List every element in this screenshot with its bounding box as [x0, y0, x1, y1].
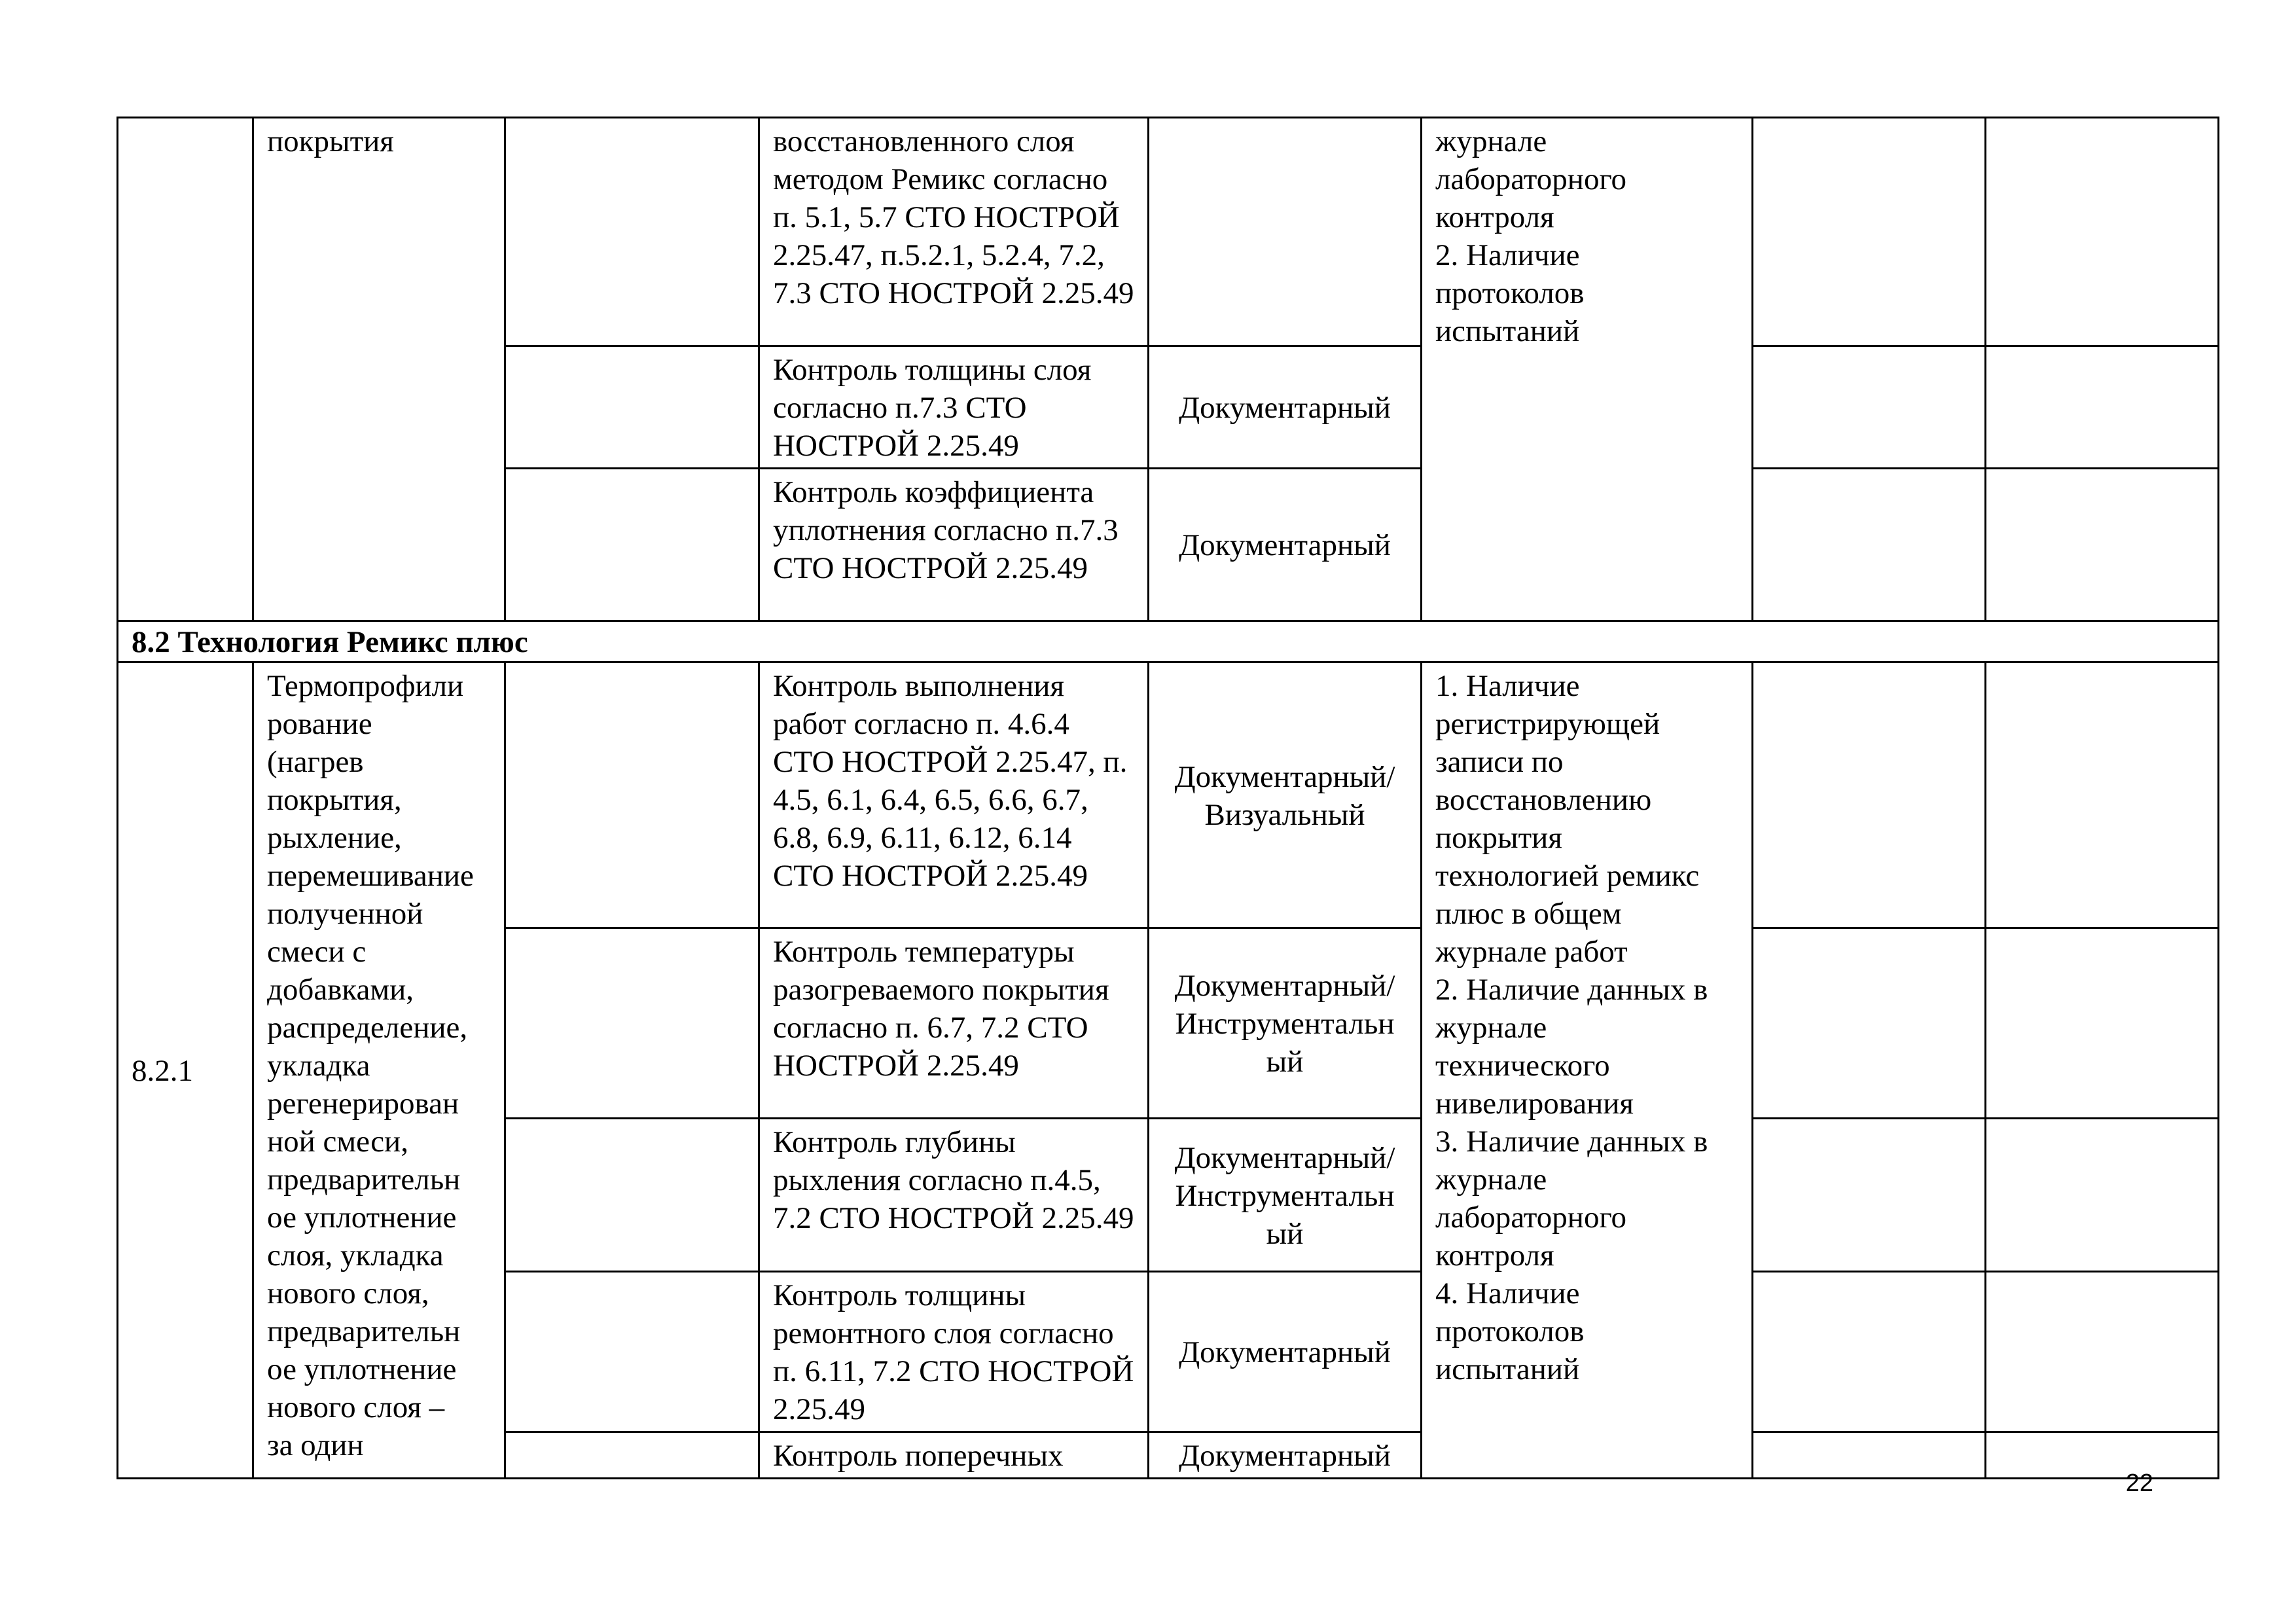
empty-cell [505, 1432, 759, 1479]
empty-cell [505, 469, 759, 621]
control-item-cell: Контроль толщины ремонтного слоя согласно п. 6.11, 7.2 СТО НОСТРОЙ 2.25.49 [759, 1272, 1149, 1432]
empty-cell [505, 928, 759, 1119]
control-method-cell: Документарный [1149, 346, 1422, 469]
control-method-cell: Документарный [1149, 1432, 1422, 1479]
empty-cell [505, 662, 759, 928]
empty-cell [1986, 469, 2219, 621]
empty-cell [1753, 469, 1986, 621]
control-method-cell: Документарный [1149, 1272, 1422, 1432]
control-method-cell: Документарный [1149, 469, 1422, 621]
table-row [118, 118, 2219, 346]
control-item-cell: Контроль коэффициента уплотнения согласно п.7.3 СТО НОСТРОЙ 2.25.49 [759, 469, 1149, 621]
empty-cell [1753, 118, 1986, 346]
control-item-cell: Контроль толщины слоя согласно п.7.3 СТО НОСТРОЙ 2.25.49 [759, 346, 1149, 469]
empty-cell [1753, 662, 1986, 928]
control-item-cell: восстановленного слоя методом Ремикс согласно п. 5.1, 5.7 СТО НОСТРОЙ 2.25.47, п.5.2.1, 5.2.4, 7.2, 7.3 СТО НОСТРОЙ 2.25.49 [759, 118, 1149, 346]
empty-cell [1986, 1119, 2219, 1272]
stage-cell: покрытия [253, 118, 505, 621]
inspection-table [117, 117, 2219, 1479]
control-method-cell: Документарный/ Инструментальн ый [1149, 928, 1422, 1119]
empty-cell [1753, 346, 1986, 469]
documents-cell: журнале лабораторного контроля 2. Наличие протоколов испытаний [1422, 118, 1753, 621]
empty-cell [505, 1272, 759, 1432]
empty-cell [1986, 346, 2219, 469]
empty-cell [1986, 118, 2219, 346]
empty-cell [1986, 1272, 2219, 1432]
item-number-cell: 8.2.1 [118, 662, 253, 1479]
empty-cell [1753, 928, 1986, 1119]
empty-cell [1753, 1119, 1986, 1272]
page-number: 22 [2125, 1470, 2153, 1497]
stage-cell: Термопрофили рование (нагрев покрытия, рыхление, перемешивание полученной смеси с добавками, распределение, укладка регенерирован ной смеси, предварительн ое уплотнение слоя, укладка нового слоя, предварительн ое уплотнение нового слоя – за один [253, 662, 505, 1479]
empty-cell [1986, 928, 2219, 1119]
empty-cell [1986, 1432, 2219, 1479]
control-item-cell: Контроль выполнения работ согласно п. 4.6.4 СТО НОСТРОЙ 2.25.47, п. 4.5, 6.1, 6.4, 6.5, 6.6, 6.7, 6.8, 6.9, 6.11, 6.12, 6.14 СТО НОСТРОЙ 2.25.49 [759, 662, 1149, 928]
table-row [118, 662, 2219, 928]
empty-cell [505, 346, 759, 469]
empty-cell [505, 118, 759, 346]
control-method-cell [1149, 118, 1422, 346]
empty-cell [505, 1119, 759, 1272]
control-method-cell: Документарный/ Визуальный [1149, 662, 1422, 928]
control-method-cell: Документарный/ Инструментальн ый [1149, 1119, 1422, 1272]
number-cell [118, 118, 253, 621]
empty-cell [1753, 1432, 1986, 1479]
section-title: 8.2 Технология Ремикс плюс [118, 621, 2219, 662]
empty-cell [1753, 1272, 1986, 1432]
documents-cell: 1. Наличие регистрирующей записи по восстановлению покрытия технологией ремикс плюс в общем журнале работ 2. Наличие данных в журнале технического нивелирования 3. Наличие данных в журнале лабораторного контроля 4. Наличие протоколов испытаний [1422, 662, 1753, 1479]
control-item-cell: Контроль температуры разогреваемого покрытия согласно п. 6.7, 7.2 СТО НОСТРОЙ 2.25.49 [759, 928, 1149, 1119]
control-item-cell: Контроль поперечных [759, 1432, 1149, 1479]
empty-cell [1986, 662, 2219, 928]
section-row [118, 621, 2219, 662]
control-item-cell: Контроль глубины рыхления согласно п.4.5, 7.2 СТО НОСТРОЙ 2.25.49 [759, 1119, 1149, 1272]
